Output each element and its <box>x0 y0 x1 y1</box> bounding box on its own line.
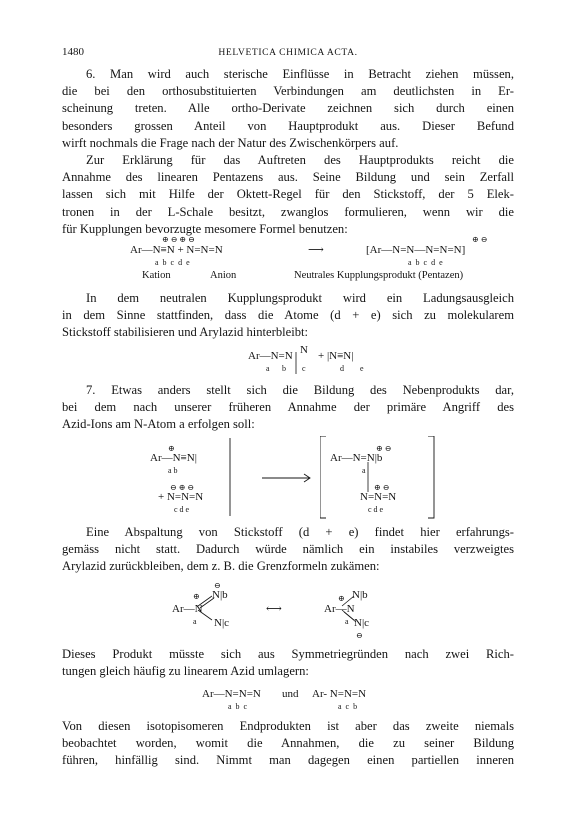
letter-a: a <box>362 466 366 475</box>
charge: ⊕ <box>168 444 175 453</box>
text-line: beobachtet worden, womit die Annahmen, die zu seiner Bildung <box>62 736 514 751</box>
letter-a: a <box>266 364 270 373</box>
letters: c d e <box>174 505 190 514</box>
charge: ⊖ <box>214 581 221 590</box>
text-line: 7. Etwas anders stellt sich die Bildung des Nebenprodukts dar, <box>86 383 514 397</box>
nitrogen-molecule: + |N≡N| <box>318 350 354 362</box>
n-c: N|c <box>214 617 230 629</box>
label-neutral-product: Neutrales Kupplungsprodukt (Pentazen) <box>294 270 464 281</box>
letter-b: b <box>282 364 286 373</box>
text-line: die bei den orthosubstituierten Verbindungen am deutlichsten in Er- <box>62 84 514 99</box>
text-line: für Kupplungen bevorzugte mesomere Formel benutzen: <box>62 221 348 236</box>
charges: ⊕ ⊖ <box>376 444 392 453</box>
text-line: tungen gleich häufig zu linearem Azid umlagern: <box>62 664 309 679</box>
paragraph-7 <box>62 382 514 434</box>
text-line: gemäss nicht statt. Dadurch würde nämlich ein instabiles verzweigtes <box>62 542 514 557</box>
paragraph-symmetry <box>62 646 514 680</box>
paragraph-isotopes <box>62 718 514 770</box>
charge: ⊕ <box>338 594 345 603</box>
n-c: N|c <box>354 617 370 629</box>
text-line: Annahme des linearen Pentazens aus. Seine Bildung und sein Zerfall <box>62 170 514 185</box>
aryl-n-left: Ar—N <box>172 603 203 615</box>
paragraph-explanation <box>62 152 514 238</box>
letters: a c b <box>338 702 358 711</box>
paragraph-6 <box>62 66 514 152</box>
text-line: Arylazid zurückbleiben, dem z. B. die Grenzformeln zukämen: <box>62 559 380 574</box>
text-line: tronen in der L-Schale besitzt, zwanglos formulieren, wenn wir die <box>62 204 514 219</box>
branched-product-top: Ar—N=N|b <box>330 452 383 464</box>
letter-a: a <box>193 617 197 626</box>
text-line: besonders grossen Anteil von Hauptprodukt aus. Dieser Befund <box>62 118 514 133</box>
text-line: Zur Erklärung für das Auftreten des Hauptprodukts reicht die <box>86 153 514 167</box>
aryl-n-right: Ar—N <box>324 603 355 615</box>
paragraph-charge-balance <box>62 290 514 342</box>
text-line: Von diesen isotopisomeren Endprodukten ist aber das zweite niemals <box>62 719 514 733</box>
page-number: 1480 <box>62 46 84 58</box>
text-line: führen, hinfällig sind. Nimmt man dagegen einen partiellen inneren <box>62 753 514 768</box>
bonds-right <box>340 594 360 624</box>
charges: ⊕ ⊖ <box>374 483 390 492</box>
charge: ⊕ <box>193 592 200 601</box>
text-line: Dieses Produkt müsste sich aus Symmetriegründen nach zwei Rich- <box>62 647 514 661</box>
letter-a: a <box>345 617 349 626</box>
diazonium: Ar—N≡N| <box>150 452 197 464</box>
product-pentazene: [Ar—N=N—N=N=N] <box>366 244 466 256</box>
letters-left: a b c d e <box>155 258 190 267</box>
text-line: Eine Abspaltung von Stickstoff (d + e) findet hier erfahrungs- <box>86 525 514 539</box>
split-marker <box>290 352 302 374</box>
charges-left: ⊕ ⊖ ⊕ ⊖ <box>162 235 195 244</box>
reaction-arrow: ⟶ <box>308 244 324 256</box>
branched-product-bottom: N=N=N <box>360 491 397 503</box>
journal-title: HELVETICA CHIMICA ACTA. <box>218 47 358 58</box>
label-kation: Kation <box>142 270 171 281</box>
letter-d: d <box>340 364 344 373</box>
n-b: N|b <box>352 589 368 601</box>
letters: c d e <box>368 505 384 514</box>
text-line: 6. Man wird auch sterische Einflüsse in Betracht ziehen müssen, <box>86 67 514 81</box>
paragraph-no-split <box>62 524 514 576</box>
text-line: bei dem nach unserer früheren Annahme der primäre Angriff des <box>62 400 514 415</box>
text-line: In dem neutralen Kupplungsprodukt wird ein Ladungsausgleich <box>86 291 514 305</box>
reactants: Ar—N≡N + N=N=N <box>130 244 223 256</box>
letters-right: a b c d e <box>408 258 443 267</box>
text-line: Stickstoff stabilisieren und Arylazid hinterbleibt: <box>62 325 309 340</box>
azide-acb: Ar- N=N=N <box>312 688 367 700</box>
letters: a b <box>168 466 178 475</box>
text-line: wirft nochmals die Frage nach der Natur des Zwischenkörpers auf. <box>62 135 399 150</box>
letters: a b c <box>228 702 248 711</box>
n-b: N|b <box>212 589 228 601</box>
charge: ⊖ <box>356 631 363 640</box>
bonds-left <box>196 594 216 624</box>
brace-and-arrow <box>222 438 322 518</box>
letter-e: e <box>360 364 364 373</box>
azide-ion: + N=N=N <box>158 491 204 503</box>
letter-c: c <box>302 364 306 373</box>
text-line: in dem Sinne stattfinden, dass die Atome (d + e) sich zu molekularem <box>62 308 514 323</box>
aryl-azide: Ar—N=N <box>248 350 293 362</box>
und: und <box>282 688 299 700</box>
charges-right: ⊕ ⊖ <box>472 235 488 244</box>
text-line: lassen sich mit Hilfe der Oktett-Regel für den Stickstoff, der 5 Elek- <box>62 187 514 202</box>
terminal-n: N <box>300 344 308 356</box>
resonance-arrow: ⟷ <box>266 603 282 615</box>
charges: ⊖ ⊕ ⊖ <box>170 483 195 492</box>
azide-abc: Ar—N=N=N <box>202 688 261 700</box>
text-line: Azid-Ions am N-Atom a erfolgen soll: <box>62 417 255 432</box>
text-line: scheinung treten. Alle ortho-Derivate zeichnen sich durch einen <box>62 101 514 116</box>
label-anion: Anion <box>210 270 237 281</box>
